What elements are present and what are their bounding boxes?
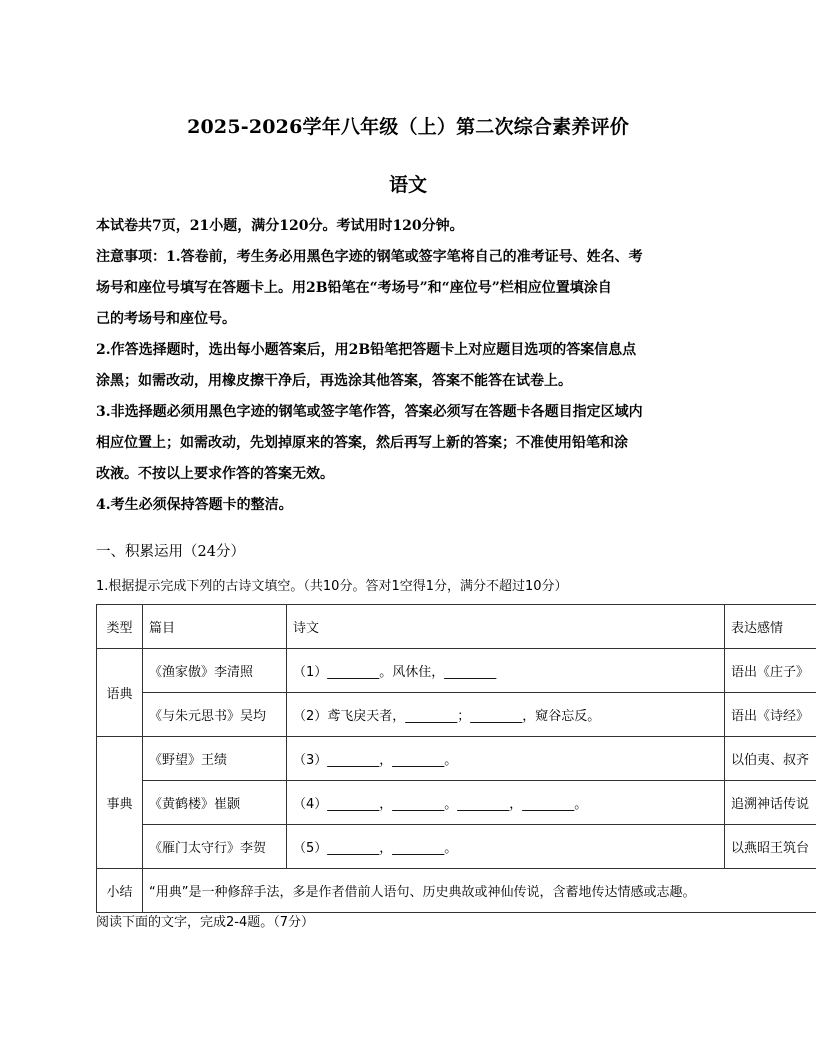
instruction-line: 4.考生必须保持答题卡的整洁。 <box>96 497 293 513</box>
instruction-line: 注意事项：1.答卷前，考生务必用黑色字迹的钢笔或签字笔将自己的准考证号、姓名、考 <box>96 249 643 265</box>
summary-text: “用典”是一种修辞手法，多是作者借前人语句、历史典故或神仙传说，含蓄地传达情感或志趣。 <box>143 869 816 913</box>
answer-cell[interactable]: （5）________，________。 <box>287 825 725 869</box>
instruction-line: 2.作答选择题时，选出每小题答案后，用2B铅笔把答题卡上对应题目选项的答案信息点 <box>96 342 637 358</box>
instruction-line: 改液。不按以上要求作答的答案无效。 <box>96 466 334 482</box>
table-header-row <box>97 605 816 649</box>
work-cell: 《与朱元思书》吴均 <box>143 693 287 737</box>
work-cell: 《渔家傲》李清照 <box>143 649 287 693</box>
table-row <box>97 649 816 693</box>
section-heading: 一、积累运用（24分） <box>96 544 245 560</box>
emotion-cell: 追溯神话传说 <box>725 781 816 825</box>
emotion-cell: 语出《庄子》 <box>725 649 816 693</box>
header-type: 类型 <box>97 605 143 649</box>
emotion-cell: 以燕昭王筑台 <box>725 825 816 869</box>
group-label: 语典 <box>97 649 143 737</box>
header-text: 诗文 <box>287 605 725 649</box>
table-row <box>97 737 816 781</box>
question-1-prompt: 1.根据提示完成下列的古诗文填空。（共10分。答对1空得1分，满分不超过10分） <box>96 579 568 594</box>
instruction-line: 本试卷共7页，21小题，满分120分。考试用时120分钟。 <box>96 218 464 234</box>
answer-cell[interactable]: （1）________。风休住，________ <box>287 649 725 693</box>
instruction-line: 己的考场号和座位号。 <box>96 311 236 327</box>
instruction-line: 相应位置上；如需改动，先划掉原来的答案，然后再写上新的答案；不准使用铅笔和涂 <box>96 435 628 451</box>
answer-cell[interactable]: （3）________，________。 <box>287 737 725 781</box>
exam-instructions <box>96 211 726 521</box>
header-work: 篇目 <box>143 605 287 649</box>
table-row <box>97 825 816 869</box>
work-cell: 《野望》王绩 <box>143 737 287 781</box>
answer-cell[interactable]: （4）________，________。________，________。 <box>287 781 725 825</box>
table-row <box>97 693 816 737</box>
work-cell: 《雁门太守行》李贺 <box>143 825 287 869</box>
group-label: 事典 <box>97 737 143 869</box>
table-row <box>97 781 816 825</box>
emotion-cell: 以伯夷、叔齐 <box>725 737 816 781</box>
summary-label: 小结 <box>97 869 143 913</box>
summary-row <box>97 869 816 913</box>
answer-cell[interactable]: （2）鸢飞戾天者，________；________，窥谷忘反。 <box>287 693 725 737</box>
subject-title: 语文 <box>388 174 427 196</box>
exam-title: 2025-2026学年八年级（上）第二次综合素养评价 <box>187 116 629 138</box>
header-emotion: 表达感情 <box>725 605 816 649</box>
instruction-line: 涂黑；如需改动，用橡皮擦干净后，再选涂其他答案，答案不能答在试卷上。 <box>96 373 572 389</box>
emotion-cell: 语出《诗经》 <box>725 693 816 737</box>
reading-instruction: 阅读下面的文字，完成2-4题。（7分） <box>96 915 315 930</box>
poem-fill-table <box>96 604 816 913</box>
instruction-line: 3.非选择题必须用黑色字迹的钢笔或签字笔作答，答案必须写在答题卡各题目指定区域内 <box>96 404 643 420</box>
work-cell: 《黄鹤楼》崔颢 <box>143 781 287 825</box>
instruction-line: 场号和座位号填写在答题卡上。用2B铅笔在“考场号”和“座位号”栏相应位置填涂自 <box>96 280 612 296</box>
